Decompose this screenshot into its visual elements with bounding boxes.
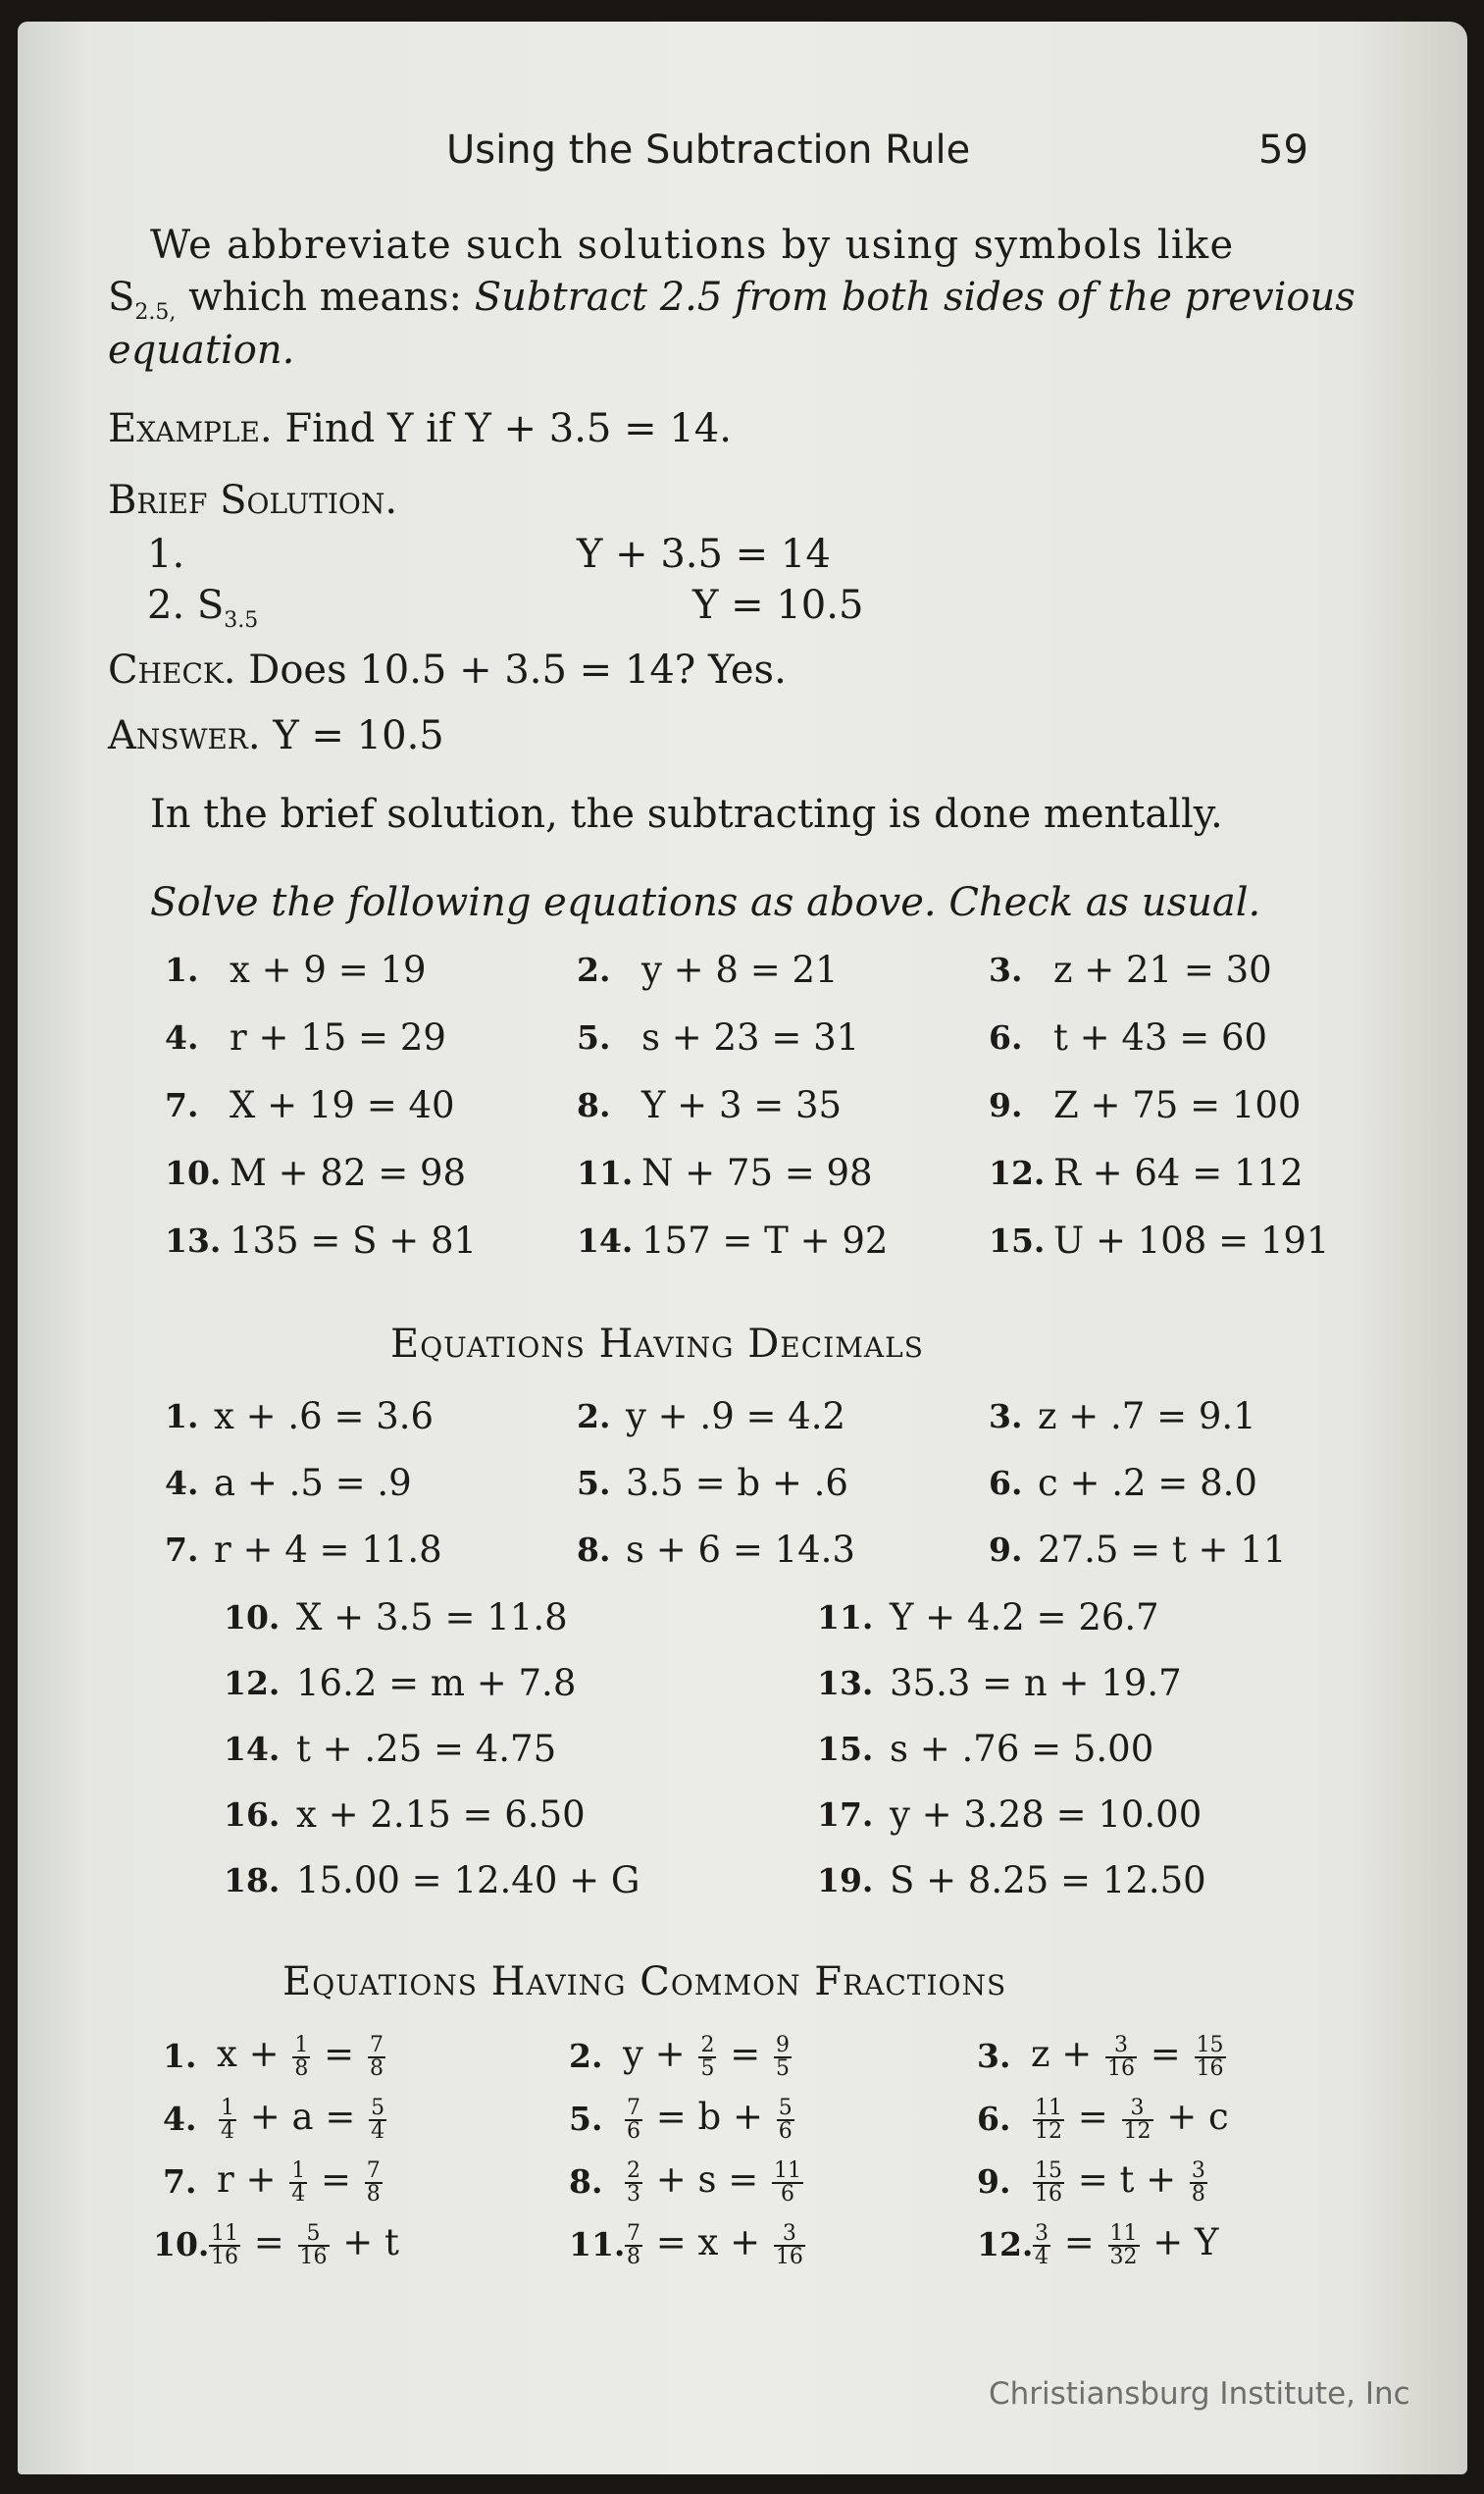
equation-text: + s = [644,2158,771,2201]
exercise-number: 12. [989,1154,1046,1192]
exercise-equation: s + 6 = 14.3 [626,1529,855,1571]
exercise-number: 10. [224,1598,281,1637]
fraction-exercise-item [977,2033,1228,2080]
exercise-item [165,1084,455,1126]
fraction-exercise-item [977,2158,1209,2206]
page-number: 59 [1258,128,1308,173]
equation-text: = [309,2158,363,2201]
exercise-equation: 15.00 = 12.40 + G [296,1859,640,1901]
fraction-equation [217,2033,387,2080]
denominator: 32 [1109,2244,1138,2269]
denominator: 4 [291,2181,306,2207]
exercise-equation: a + .5 = .9 [214,1462,412,1504]
numerator: 3 [774,2223,805,2247]
numerator: 3 [1122,2098,1153,2121]
denominator: 8 [627,2244,640,2269]
exercise-item [989,1084,1301,1126]
fraction-exercise-item [163,2158,384,2206]
exercise-item [224,1662,576,1704]
fraction [365,2157,383,2207]
exercise-number: 2. [577,951,611,989]
exercise-number: 1. [165,1397,199,1435]
denominator: 4 [371,2118,385,2144]
numerator: 15 [1196,2032,1224,2057]
exercise-number: 13. [165,1221,222,1260]
exercise-equation: r + 15 = 29 [230,1016,446,1059]
step-symbol-subscript: 2.5, [134,300,177,325]
equation-text: z + [1031,2033,1104,2075]
fraction-equation [623,2158,805,2206]
fraction-equation [623,2096,796,2143]
exercise-equation: t + 43 = 60 [1053,1016,1268,1059]
denominator: 4 [1035,2244,1049,2269]
step-2-number: 2. S [147,583,225,628]
exercise-item [989,1462,1257,1504]
exercise-equation: S + 8.25 = 12.50 [890,1859,1206,1901]
equation-text: = [312,2033,366,2075]
check-text: Does 10.5 + 3.5 = 14? Yes. [248,648,787,693]
exercise-number: 3. [977,2037,1011,2076]
numerator: 11 [774,2157,802,2183]
fraction [1105,2032,1137,2081]
intro-line-2-text: which means: [176,275,475,320]
fraction [777,2095,794,2144]
exercise-number: 11. [569,2225,626,2264]
denominator: 12 [1035,2118,1062,2144]
exercise-number: 4. [165,1464,199,1502]
denominator: 8 [1191,2181,1205,2207]
exercise-item [989,1395,1256,1437]
exercise-item [224,1859,640,1901]
denominator: 5 [775,2055,790,2081]
step-1-equation: Y + 3.5 = 14 [577,532,831,577]
exercise-equation: X + 3.5 = 11.8 [296,1596,568,1638]
fraction [772,2157,803,2207]
exercise-number: 3. [989,1397,1023,1435]
equation-text: = [1066,2096,1120,2138]
exercise-number: 10. [165,1154,222,1192]
fraction-equation [217,2096,388,2143]
exercise-item [165,949,427,991]
denominator: 16 [299,2244,328,2269]
denominator: 8 [369,2055,384,2081]
page-header-title: Using the Subtraction Rule [446,128,971,173]
fraction-exercise-item [569,2033,793,2080]
exercise-number: 3. [989,951,1023,989]
fraction-equation [623,2033,793,2080]
numerator: 3 [1191,2157,1205,2183]
fraction-exercise-item [153,2221,399,2268]
answer-line [108,713,444,758]
step-2-label [147,583,258,633]
step-symbol: S [108,275,135,320]
exercise-number: 9. [989,1086,1023,1124]
exercise-item [224,1793,586,1836]
exercise-item [224,1596,568,1638]
numerator: 11 [1035,2095,1062,2120]
fractions-heading: Equations Having Common Fractions [282,1959,1007,2004]
step-2-equation: Y = 10.5 [692,583,864,628]
exercise-equation: 27.5 = t + 11 [1038,1529,1287,1571]
numerator: 3 [1105,2035,1137,2058]
exercise-number: 10. [153,2225,210,2264]
fraction [1195,2032,1226,2081]
exercise-number: 17. [817,1795,874,1834]
fraction-exercise-item [163,2096,388,2143]
exercise-item [577,1395,845,1437]
exercise-number: 11. [577,1154,634,1192]
exercise-item [817,1728,1153,1770]
exercise-number: 12. [977,2225,1034,2264]
fraction [292,2032,310,2081]
intro-line-2-italic: Subtract 2.5 from both sides of the previous [474,275,1356,320]
numerator: 3 [1035,2220,1049,2246]
fraction-exercise-item [569,2096,796,2143]
watermark: Christiansburg Institute, Inc [989,2376,1410,2412]
exercise-equation: X + 19 = 40 [230,1084,455,1126]
example-text: Find Y if Y + 3.5 = 14. [284,406,732,451]
equation-text: = [718,2033,772,2075]
exercise-number: 4. [163,2100,197,2139]
exercise-equation: x + 2.15 = 6.50 [296,1793,586,1836]
intro-line-2 [108,275,1356,325]
exercise-equation: y + .9 = 4.2 [626,1395,846,1437]
fraction [1033,2095,1064,2144]
equation-text: = [1052,2221,1106,2263]
fraction [1122,2095,1153,2144]
exercise-item [165,1016,446,1059]
exercise-number: 8. [569,2162,603,2202]
intro-line-1: We abbreviate such solutions by using symbols like [150,223,1235,268]
fraction-exercise-item [977,2096,1229,2143]
fraction-equation [1031,2158,1209,2206]
equation-text: + Y [1141,2221,1219,2263]
denominator: 16 [1196,2055,1224,2081]
denominator: 8 [366,2181,381,2207]
step-1-number: 1. [147,532,185,577]
exercise-item [577,949,839,991]
exercise-item [577,1529,855,1571]
fraction-exercise-item [977,2221,1218,2268]
equation-text: + a = [238,2096,368,2138]
exercise-number: 8. [577,1086,611,1124]
exercise-number: 7. [165,1086,199,1124]
exercise-number: 9. [989,1531,1023,1569]
exercise-number: 5. [577,1018,611,1057]
exercise-equation: U + 108 = 191 [1053,1220,1330,1262]
exercise-item [165,1529,442,1571]
exercise-item [165,1152,466,1194]
exercise-number: 4. [165,1018,199,1057]
exercise-equation: y + 8 = 21 [641,949,839,991]
intro-line-3-italic: equation. [108,328,295,373]
exercise-number: 7. [165,1531,199,1569]
exercise-number: 6. [989,1464,1023,1502]
equation-text: r + [217,2158,288,2201]
fraction [1108,2220,1140,2269]
exercise-item [989,949,1272,991]
brief-solution-label: Brief Solution. [108,478,398,523]
check-line [108,648,787,693]
exercise-number: 9. [977,2162,1011,2202]
exercise-item [817,1662,1182,1704]
exercise-equation: 157 = T + 92 [641,1220,889,1262]
denominator: 4 [221,2118,234,2144]
fraction [1033,2220,1050,2269]
exercise-equation: c + .2 = 8.0 [1038,1462,1257,1504]
numerator: 2 [700,2032,715,2057]
exercise-equation: M + 82 = 98 [230,1152,467,1194]
fraction [625,2095,642,2144]
exercise-equation: z + .7 = 9.1 [1038,1395,1256,1437]
exercise-number: 8. [577,1531,611,1569]
decimals-heading: Equations Having Decimals [390,1322,924,1367]
numerator: 11 [1109,2220,1138,2246]
numerator: 9 [775,2032,790,2057]
brief-solution-note: In the brief solution, the subtracting is done mentally. [150,792,1223,837]
denominator: 16 [775,2244,803,2269]
exercise-equation: s + 23 = 31 [641,1016,860,1059]
exercise-item [577,1016,859,1059]
fraction [368,2032,385,2081]
exercise-item [817,1859,1206,1901]
equation-text: = x + [644,2221,772,2263]
equation-text: + t [331,2221,399,2263]
exercise-item [577,1462,848,1504]
exercise-item [989,1016,1267,1059]
equation-text: + c [1154,2096,1229,2138]
answer-text: Y = 10.5 [273,713,444,758]
denominator: 16 [1035,2181,1062,2207]
equation-text: = t + [1066,2158,1188,2201]
numerator: 7 [627,2095,640,2120]
exercise-item [989,1152,1304,1194]
numerator: 5 [298,2223,330,2247]
denominator: 6 [781,2181,795,2207]
fraction-exercise-item [569,2221,807,2268]
fraction [698,2032,716,2081]
exercise-item [989,1529,1286,1571]
numerator: 5 [371,2095,385,2120]
numerator: 1 [294,2032,309,2057]
numerator: 7 [627,2220,640,2246]
exercise-item [817,1596,1159,1638]
exercise-equation: 16.2 = m + 7.8 [296,1662,577,1704]
fraction [1033,2157,1064,2207]
example-line [108,406,732,451]
fraction-equation [217,2158,384,2206]
exercise-item [577,1152,873,1194]
exercise-number: 18. [224,1861,281,1899]
fraction [625,2220,642,2269]
exercise-number: 2. [577,1397,611,1435]
exercise-number: 1. [165,951,199,989]
exercise-equation: Y + 4.2 = 26.7 [890,1596,1159,1638]
numerator: 2 [627,2157,640,2183]
instruction [150,880,1260,925]
exercise-equation: 3.5 = b + .6 [626,1462,848,1504]
numerator: 7 [366,2157,381,2183]
equation-text: = [1139,2033,1193,2075]
numerator: 1 [291,2157,306,2183]
exercise-number: 14. [224,1730,281,1768]
exercise-equation: z + 21 = 30 [1053,949,1272,991]
exercise-item [817,1793,1202,1836]
fraction [209,2220,240,2269]
equation-text: y + [623,2033,697,2075]
exercise-number: 5. [569,2100,603,2139]
exercise-number: 15. [989,1221,1046,1260]
exercise-equation: 135 = S + 81 [230,1220,478,1262]
exercise-number: 7. [163,2162,197,2202]
exercise-item [165,1220,477,1262]
fraction [219,2095,236,2144]
fraction [298,2220,330,2269]
exercise-equation: 35.3 = n + 19.7 [890,1662,1182,1704]
exercise-number: 6. [977,2100,1011,2139]
step-2-subscript: 3.5 [224,608,259,633]
fraction-equation [1031,2096,1229,2143]
fraction-exercise-item [569,2158,805,2206]
exercise-number: 5. [577,1464,611,1502]
answer-label: Answer. [108,713,261,758]
exercise-number: 12. [224,1664,281,1702]
exercise-number: 6. [989,1018,1023,1057]
fraction [1190,2157,1207,2207]
denominator: 16 [211,2244,238,2269]
fraction [289,2157,307,2207]
exercise-number: 2. [569,2037,603,2076]
denominator: 5 [700,2055,715,2081]
fraction [774,2032,792,2081]
exercise-item [577,1220,888,1262]
exercise-number: 19. [817,1861,874,1899]
exercise-equation: y + 3.28 = 10.00 [890,1793,1203,1836]
exercise-number: 16. [224,1795,281,1834]
example-label: Example. [108,406,273,451]
exercise-equation: x + .6 = 3.6 [214,1395,435,1437]
fraction-equation [1031,2033,1228,2080]
exercise-equation: x + 9 = 19 [230,949,427,991]
denominator: 12 [1123,2118,1151,2144]
exercise-equation: N + 75 = 98 [641,1152,873,1194]
exercise-equation: Y + 3 = 35 [641,1084,843,1126]
equation-text: = b + [644,2096,775,2138]
denominator: 8 [294,2055,309,2081]
fraction-exercise-item [163,2033,387,2080]
intro-line-3 [108,328,294,373]
denominator: 6 [627,2118,640,2144]
fraction [369,2095,386,2144]
exercise-number: 13. [817,1664,874,1702]
exercise-number: 15. [817,1730,874,1768]
numerator: 7 [369,2032,384,2057]
numerator: 5 [778,2095,793,2120]
exercise-equation: s + .76 = 5.00 [890,1728,1154,1770]
fraction [774,2220,805,2269]
exercise-item [165,1395,434,1437]
fraction-equation [207,2221,399,2268]
exercise-number: 14. [577,1221,634,1260]
exercise-item [577,1084,842,1126]
denominator: 16 [1107,2055,1136,2081]
fraction-equation [1031,2221,1218,2268]
numerator: 15 [1035,2157,1062,2183]
equation-text: = [242,2221,296,2263]
exercise-equation: Z + 75 = 100 [1053,1084,1302,1126]
numerator: 1 [221,2095,234,2120]
exercise-number: 1. [163,2037,197,2076]
exercise-item [165,1462,412,1504]
exercise-equation: t + .25 = 4.75 [296,1728,557,1770]
book-page [18,22,1467,2474]
exercise-equation: R + 64 = 112 [1053,1152,1304,1194]
denominator: 3 [627,2181,640,2207]
instruction-text: Solve the following equations as above. Check as usual. [150,880,1261,925]
denominator: 6 [778,2118,793,2144]
equation-text: x + [217,2033,291,2075]
fraction-equation [623,2221,807,2268]
exercise-item [224,1728,556,1770]
check-label: Check. [108,648,236,693]
fraction [625,2157,642,2207]
exercise-number: 11. [817,1598,874,1637]
exercise-equation: r + 4 = 11.8 [214,1529,442,1571]
exercise-item [989,1220,1329,1262]
numerator: 11 [211,2220,238,2246]
